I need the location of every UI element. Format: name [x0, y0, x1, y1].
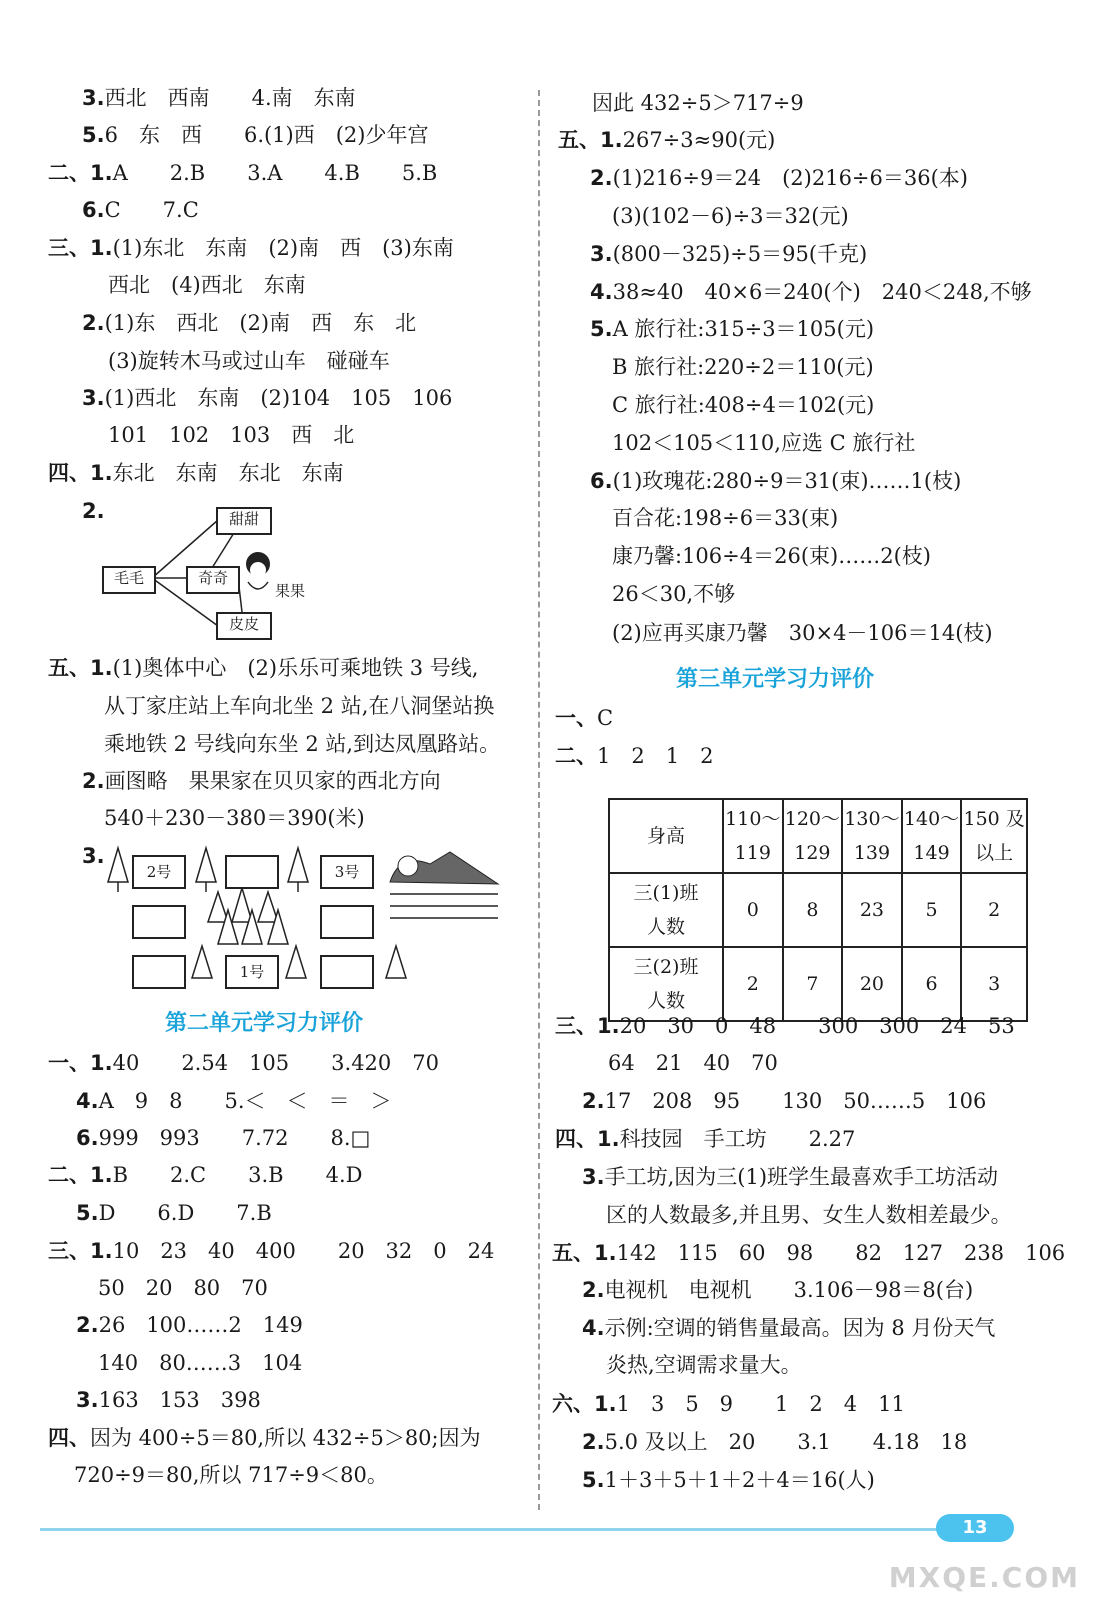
left-line-26: 2.26 100……2 149 [76, 1313, 303, 1337]
table-header-cell: 140～ 149 [902, 799, 962, 873]
park-slot-empty-b [132, 905, 186, 939]
height-stat-table [608, 798, 1028, 1022]
right-line-16: 一、C [555, 706, 614, 730]
table-cell: 5 [902, 873, 962, 947]
column-divider [538, 90, 540, 1510]
right-line-1: 因此 432÷5＞717÷9 [592, 91, 804, 115]
table-row [609, 947, 1027, 1021]
left-line-15: 乘地铁 2 号线向东坐 2 站,到达凤凰路站。 [104, 732, 501, 756]
right-line-23: 区的人数最多,并且男、女生人数相差最少。 [606, 1203, 1012, 1227]
map-node-tiantian: 甜甜 [216, 507, 272, 535]
left-line-5: 三、1.(1)东北 东南 (2)南 西 (3)东南 [48, 236, 454, 260]
page-number: 13 [936, 1514, 1014, 1542]
left-line-14: 从丁家庄站上车向北坐 2 站,在八洞堡站换 [104, 694, 495, 718]
left-line-19: 一、1.40 2.54 105 3.420 70 [48, 1051, 439, 1075]
left-line-22: 二、1.B 2.C 3.B 4.D [48, 1163, 363, 1187]
table-cell: 6 [902, 947, 962, 1021]
table-header-cell: 120～ 129 [783, 799, 843, 873]
right-line-30: 5.1＋3＋5＋1＋2＋4＝16(人) [582, 1468, 875, 1492]
right-line-20: 2.17 208 95 130 50……5 106 [582, 1089, 987, 1113]
right-line-29: 2.5.0 及以上 20 3.1 4.18 18 [582, 1430, 968, 1454]
right-line-9: C 旅行社:408÷4＝102(元) [612, 393, 875, 417]
right-line-5: 3.(800－325)÷5＝95(千克) [590, 242, 868, 266]
right-line-14: 26＜30,不够 [612, 582, 736, 606]
left-line-1: 3.西北 西南 4.南 东南 [82, 86, 356, 110]
park-slot-2: 2号 [132, 855, 186, 889]
table-header-cell: 身高 [609, 799, 723, 873]
table-cell: 三(1)班 人数 [609, 873, 723, 947]
left-line-29: 四、因为 400÷5＝80,所以 432÷5＞80;因为 [48, 1426, 481, 1450]
right-line-22: 3.手工坊,因为三(1)班学生最喜欢手工坊活动 [582, 1165, 999, 1189]
park-slot-3: 3号 [320, 855, 374, 889]
left-line-6: 西北 (4)西北 东南 [108, 273, 306, 297]
map-node-maomao: 毛毛 [102, 566, 156, 594]
left-line-25: 50 20 80 70 [98, 1276, 268, 1300]
right-line-4: (3)(102－6)÷3＝32(元) [612, 204, 849, 228]
section-title-unit2: 第二单元学习力评价 [165, 1011, 364, 1036]
table-header-cell: 130～ 139 [842, 799, 902, 873]
left-line-20: 4.A 9 8 5.＜ ＜ ＝ ＞ [76, 1089, 392, 1113]
right-line-25: 2.电视机 电视机 3.106－98＝8(台) [582, 1278, 974, 1302]
right-line-3: 2.(1)216÷9＝24 (2)216÷6＝36(本) [590, 166, 968, 190]
park-slot-empty-c [320, 905, 374, 939]
table-cell: 2 [961, 873, 1027, 947]
table-cell: 三(2)班 人数 [609, 947, 723, 1021]
right-line-15: (2)应再买康乃馨 30×4－106＝14(枝) [612, 621, 993, 645]
left-line-7: 2.(1)东 西北 (2)南 西 东 北 [82, 311, 417, 335]
table-cell: 20 [842, 947, 902, 1021]
left-line-4: 6.C 7.C [82, 198, 199, 222]
left-line-21: 6.999 993 7.72 8.□ [76, 1126, 371, 1150]
right-line-7: 5.A 旅行社:315÷3＝105(元) [590, 317, 875, 341]
left-line-13: 五、1.(1)奥体中心 (2)乐乐可乘地铁 3 号线, [48, 656, 479, 680]
right-line-6: 4.38≈40 40×6＝240(个) 240＜248,不够 [590, 280, 1032, 304]
right-line-27: 炎热,空调需求量大。 [606, 1353, 802, 1377]
left-line-8: (3)旋转木马或过山车 碰碰车 [108, 349, 390, 373]
table-row [609, 873, 1027, 947]
table-header-cell: 150 及 以上 [961, 799, 1027, 873]
park-slot-1: 1号 [225, 955, 279, 989]
left-line-9: 3.(1)西北 东南 (2)104 105 106 [82, 386, 453, 410]
map-label-guoguo: 果果 [275, 582, 306, 600]
right-line-17: 二、1 2 1 2 [555, 744, 714, 768]
left-line-18: 3. [82, 844, 105, 868]
left-line-12: 2. [82, 499, 105, 523]
right-line-28: 六、1.1 3 5 9 1 2 4 11 [552, 1392, 905, 1416]
left-line-24: 三、1.10 23 40 400 20 32 0 24 [48, 1239, 495, 1263]
map-node-pipi: 皮皮 [216, 612, 272, 640]
right-line-18: 三、1.20 30 0 48 300 300 24 53 [555, 1014, 1015, 1038]
left-line-27: 140 80……3 104 [98, 1351, 303, 1375]
right-line-24: 五、1.142 115 60 98 82 127 238 106 [552, 1241, 1066, 1265]
table-row [609, 799, 1027, 873]
footer-rule [40, 1528, 1000, 1531]
right-line-13: 康乃馨:106÷4＝26(束)……2(枝) [612, 544, 931, 568]
right-line-11: 6.(1)玫瑰花:280÷9＝31(束)……1(枝) [590, 469, 962, 493]
left-line-2: 5.6 东 西 6.(1)西 (2)少年宫 [82, 123, 429, 147]
table-cell: 7 [783, 947, 843, 1021]
park-slot-empty-d [132, 955, 186, 989]
section-title-unit3: 第三单元学习力评价 [676, 667, 875, 692]
left-line-17: 540＋230－380＝390(米) [104, 806, 365, 830]
right-line-12: 百合花:198÷6＝33(束) [612, 506, 839, 530]
table-cell: 3 [961, 947, 1027, 1021]
table-cell: 2 [723, 947, 783, 1021]
table-cell: 0 [723, 873, 783, 947]
left-line-11: 四、1.东北 东南 东北 东南 [48, 461, 344, 485]
table-cell: 23 [842, 873, 902, 947]
right-line-26: 4.示例:空调的销售量最高。因为 8 月份天气 [582, 1316, 996, 1340]
left-line-10: 101 102 103 西 北 [108, 423, 355, 447]
right-line-10: 102＜105＜110,应选 C 旅行社 [612, 431, 916, 455]
table-header-cell: 110～ 119 [723, 799, 783, 873]
left-line-28: 3.163 153 398 [76, 1388, 261, 1412]
left-line-3: 二、1.A 2.B 3.A 4.B 5.B [48, 161, 438, 185]
right-line-8: B 旅行社:220÷2＝110(元) [612, 355, 874, 379]
map-node-qiqi: 奇奇 [186, 566, 240, 594]
watermark-text: MXQE.COM [888, 1561, 1080, 1594]
park-slot-empty-e [320, 955, 374, 989]
left-line-16: 2.画图略 果果家在贝贝家的西北方向 [82, 769, 441, 793]
right-line-19: 64 21 40 70 [608, 1051, 778, 1075]
left-line-23: 5.D 6.D 7.B [76, 1201, 272, 1225]
table-cell: 8 [783, 873, 843, 947]
park-slot-empty-a [225, 855, 279, 889]
left-line-30: 720÷9＝80,所以 717÷9＜80。 [74, 1463, 388, 1487]
right-line-21: 四、1.科技园 手工坊 2.27 [555, 1127, 856, 1151]
right-line-2: 五、1.267÷3≈90(元) [558, 128, 776, 152]
